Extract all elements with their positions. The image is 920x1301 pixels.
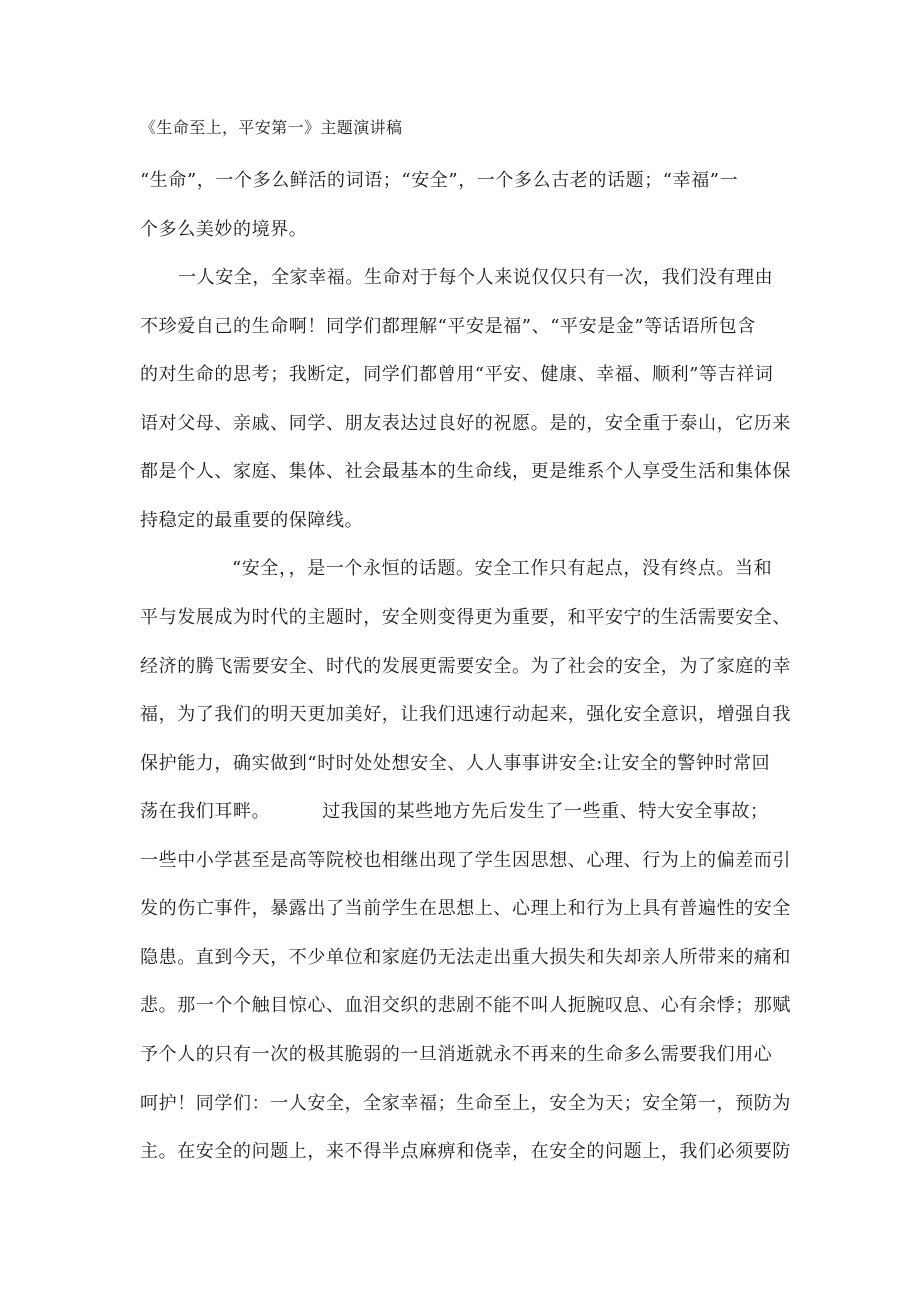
para1-line-4: 语对父母、亲戚、同学、朋友表达过良好的祝愿。是的，安全重于泰山，它历来 [140,413,791,434]
split-line-left: 荡在我们耳畔。 [140,801,271,822]
para2-line-3: 经济的腾飞需要安全、时代的发展更需要安全。为了社会的安全，为了家庭的幸 [140,656,791,677]
split-line [140,800,769,824]
para3-line-2: 发的伤亡事件，暴露出了当前学生在思想上、心理上和行为上具有普遍性的安全 [140,898,791,919]
para3-line-7: 主。在安全的问题上，来不得半点麻痹和侥幸，在安全的问题上，我们必须要防 [140,1141,791,1162]
para1-line-3: 的对生命的思考；我断定，同学们都曾用“平安、健康、幸福、顺利”等吉祥词 [140,364,774,385]
para3-line-3: 隐患。直到今天，不少单位和家庭仍无法走出重大损失和失却亲人所带来的痛和 [140,947,791,968]
document-title: 《生命至上，平安第一》主题演讲稿 [140,118,403,137]
para1-line-2: 不珍爱自己的生命啊！同学们都理解“平安是福”、“平安是金”等话语所包含 [140,316,756,337]
split-line-right: 过我国的某些地方先后发生了一些重、特大安全事故； [322,801,769,822]
para1-line-5: 都是个人、家庭、集体、社会最基本的生命线，更是维系个人享受生活和集体保 [140,461,791,482]
intro-line-1: “生命”，一个多么鲜活的词语；“安全”，一个多么古老的话题；“幸福”一 [140,170,739,191]
para2-line-5: 保护能力，确实做到“时时处处想安全、人人事事讲安全:让安全的警钟时常回 [140,753,771,774]
para3-line-5: 予个人的只有一次的极其脆弱的一旦消逝就永不再来的生命多么需要我们用心 [140,1044,773,1065]
para2-line-2: 平与发展成为时代的主题时，安全则变得更为重要，和平安宁的生活需要安全、 [140,607,791,628]
para3-line-1: 一些中小学甚至是高等院校也相继出现了学生因思想、心理、行为上的偏差而引 [140,850,791,871]
para1-line-1: 一人安全，全家幸福。生命对于每个人来说仅仅只有一次，我们没有理由 [178,267,774,288]
intro-line-2: 个多么美妙的境界。 [140,219,308,240]
para3-line-4: 悲。那一个个触目惊心、血泪交织的悲剧不能不叫人扼腕叹息、心有余悸；那赋 [140,995,791,1016]
para3-line-6: 呵护！同学们：一人安全，全家幸福；生命至上，安全为天；安全第一，预防为 [140,1093,791,1114]
para2-line-1: “安全，，是一个永恒的话题。安全工作只有起点，没有终点。当和 [232,558,773,579]
para2-line-4: 福，为了我们的明天更加美好，让我们迅速行动起来，强化安全意识，增强自我 [140,704,791,725]
para1-line-6: 持稳定的最重要的保障线。 [140,510,364,531]
